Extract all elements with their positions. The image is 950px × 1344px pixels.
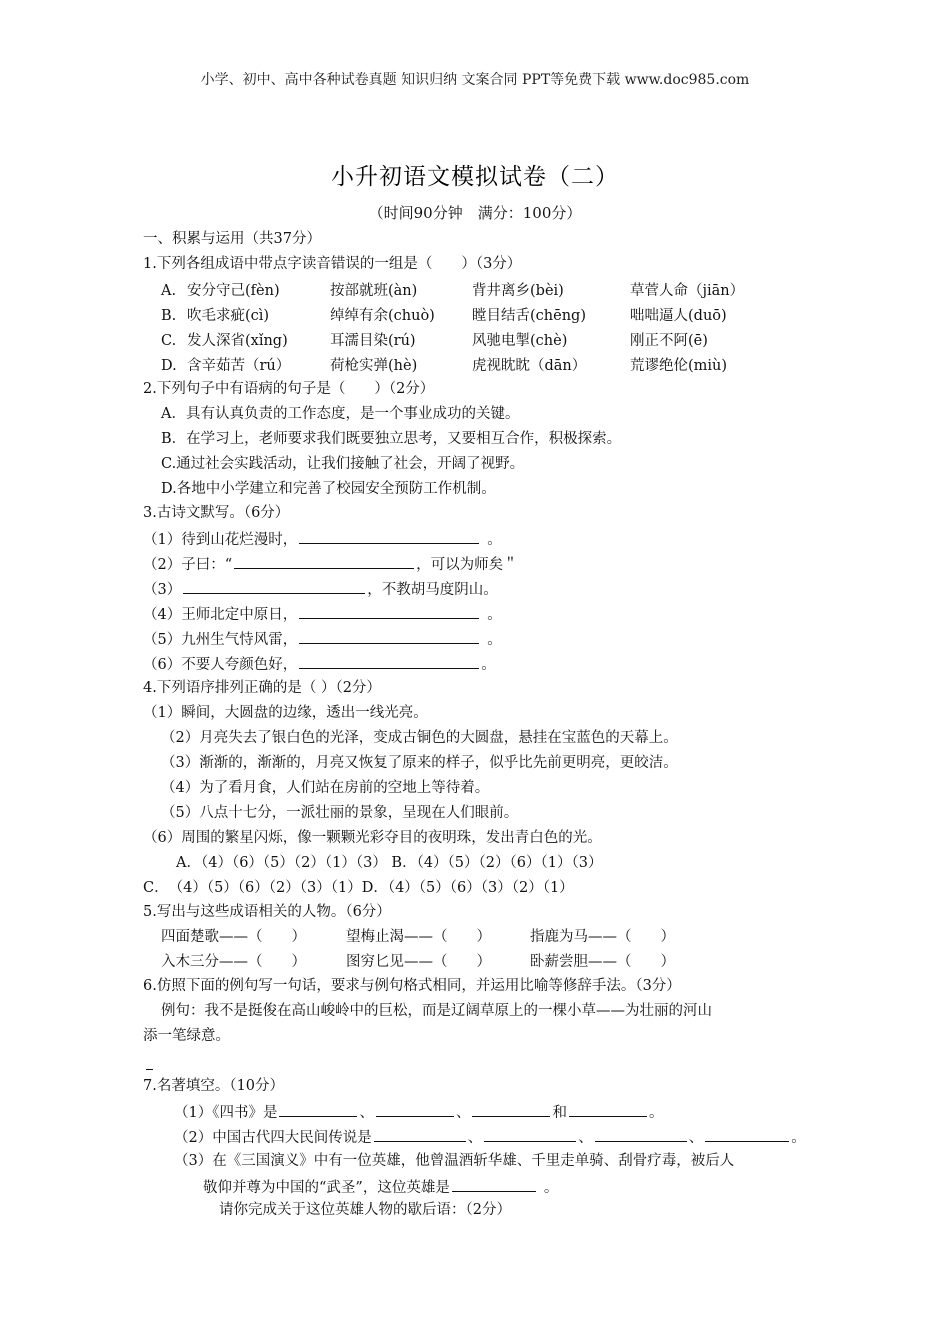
page-header: 小学、初中、高中各种试卷真题 知识归纳 文案合同 PPT等免费下载 www.doc985.com	[200, 72, 750, 88]
answer-blank[interactable]	[595, 1126, 687, 1142]
q6-example: 例句：我不是挺俊在高山峻岭中的巨松，而是辽阔草原上的一棵小草——为壮丽的河山	[161, 1003, 712, 1019]
answer-blank[interactable]	[705, 1126, 789, 1142]
answer-blank[interactable]	[299, 603, 479, 619]
q3-line-5: （5）九州生气恃风雷， 。	[143, 628, 502, 650]
answer-blank[interactable]	[279, 1101, 357, 1117]
q2-option-d: D.各地中小学建立和完善了校园安全预防工作机制。	[161, 481, 496, 497]
q1-item: 发人深省(xǐng)	[187, 333, 288, 349]
answer-blank[interactable]	[299, 653, 479, 669]
q2-stem: 2.下列句子中有语病的句子是（ ）（2分）	[143, 381, 435, 397]
q3-line-4: （4）王师北定中原日， 。	[143, 603, 502, 625]
q4-sentence: （2）月亮失去了银白色的光泽，变成古铜色的大圆盘，悬挂在宝蓝色的天幕上。	[161, 730, 678, 746]
q1-item: 荒谬绝伦(miù)	[630, 358, 728, 374]
answer-blank[interactable]	[376, 1101, 454, 1117]
page-title: 小升初语文模拟试卷（二）	[331, 164, 619, 190]
q1-item: 草菅人命（jiān）	[630, 283, 745, 299]
answer-blank[interactable]	[183, 578, 365, 594]
q1-item: 耳濡目染(rú)	[330, 333, 416, 349]
q1-item: 含辛茹苦（rú）	[187, 358, 291, 374]
q1-item: 绰绰有余(chuò)	[330, 308, 435, 324]
q1-item: 荷枪实弹(hè)	[330, 358, 418, 374]
q2-option-c: C.通过社会实践活动，让我们接触了社会，开阔了视野。	[161, 456, 525, 472]
q7-line-3: （3）在《三国演义》中有一位英雄，他曾温酒斩华雄、千里走单骑、刮骨疗毒，被后人	[174, 1153, 735, 1169]
q4-sentence: （4）为了看月食，人们站在房前的空地上等待着。	[161, 780, 490, 796]
q5-item: 望梅止渴——（ ）	[346, 929, 491, 945]
q4-answers-cd: C． （4）（5）（6）（2）（3）（1）D．（4）（5）（6）（3）（2）（1）	[143, 880, 574, 896]
answer-line[interactable]	[146, 1069, 153, 1070]
q4-sentence: （1）瞬间，大圆盘的边缘，透出一线光亮。	[143, 705, 428, 721]
q7-line-2: （2）中国古代四大民间传说是 、 、 、 。	[174, 1126, 806, 1148]
q5-item: 入木三分——（ ）	[161, 954, 306, 970]
q1-option-label-c: C.	[161, 333, 177, 349]
q1-option-label-a: A.	[161, 283, 177, 299]
answer-blank[interactable]	[299, 628, 479, 644]
q5-item: 图穷匕见——（ ）	[346, 954, 491, 970]
q5-item: 指鹿为马——（ ）	[530, 929, 675, 945]
section-heading: 一、积累与运用（共37分）	[143, 231, 321, 247]
q2-option-a: A．具有认真负责的工作态度，是一个事业成功的关键。	[161, 406, 520, 422]
q3-line-3: （3） ，不教胡马度阴山。	[143, 578, 498, 600]
q1-option-label-b: B.	[161, 308, 177, 324]
q5-stem: 5.写出与这些成语相关的人物。（6分）	[143, 904, 391, 920]
q7-line-4: 敬仰并尊为中国的“武圣”，这位英雄是 。	[203, 1176, 558, 1198]
answer-blank[interactable]	[299, 528, 479, 544]
q7-line-1: （1）《四书》是 、 、 和 。	[174, 1101, 663, 1123]
q6-stem: 6.仿照下面的例句写一句话，要求与例句格式相同，并运用比喻等修辞手法。（3分）	[143, 978, 681, 994]
q1-item: 刚正不阿(ē)	[630, 333, 708, 349]
q3-line-6: （6）不要人夸颜色好， 。	[143, 653, 496, 675]
q3-line-2: （2）子曰：“ ，可以为师矣＂	[143, 553, 518, 575]
q3-line-1: （1）待到山花烂漫时， 。	[143, 528, 502, 550]
q1-item: 虎视眈眈（dān）	[472, 358, 587, 374]
answer-blank[interactable]	[452, 1176, 536, 1192]
exam-info: （时间90分钟 满分：100分）	[368, 204, 582, 222]
answer-blank[interactable]	[484, 1126, 576, 1142]
q4-sentence: （3）渐渐的，渐渐的，月亮又恢复了原来的样子，似乎比先前更明亮，更皎洁。	[161, 755, 678, 771]
q1-item: 风驰电掣(chè)	[472, 333, 568, 349]
q4-stem: 4.下列语序排列正确的是（ ）（2分）	[143, 680, 381, 696]
q4-sentence: （6）周围的繁星闪烁，像一颗颗光彩夺目的夜明珠，发出青白色的光。	[143, 830, 602, 846]
q7-stem: 7.名著填空。（10分）	[143, 1078, 285, 1094]
q1-item: 安分守己(fèn)	[187, 283, 280, 299]
q5-item: 四面楚歌——（ ）	[161, 929, 306, 945]
answer-blank[interactable]	[569, 1101, 647, 1117]
q1-option-label-d: D.	[161, 358, 177, 374]
q3-stem: 3.古诗文默写。（6分）	[143, 505, 290, 521]
q1-item: 咄咄逼人(duō)	[630, 308, 727, 324]
answer-blank[interactable]	[234, 553, 414, 569]
q1-item: 吹毛求疵(cì)	[187, 308, 270, 324]
q1-item: 瞠目结舌(chēng)	[472, 308, 586, 324]
q1-stem: 1.下列各组成语中带点字读音错误的一组是（ ）（3分）	[143, 256, 522, 272]
q6-example-cont: 添一笔绿意。	[143, 1028, 230, 1044]
q1-item: 按部就班(àn)	[330, 283, 418, 299]
q4-answers-ab: A．（4）（6）（5）（2）（1）（3） B．（4）（5）（2）（6）（1）（3）	[176, 855, 603, 871]
q4-sentence: （5）八点十七分，一派壮丽的景象，呈现在人们眼前。	[161, 805, 519, 821]
answer-blank[interactable]	[472, 1101, 550, 1117]
answer-blank[interactable]	[374, 1126, 466, 1142]
q7-line-5: 请你完成关于这位英雄人物的歇后语：（2分）	[219, 1202, 511, 1218]
q1-item: 背井离乡(bèi)	[472, 283, 564, 299]
q5-item: 卧薪尝胆——（ ）	[530, 954, 675, 970]
q2-option-b: B．在学习上，老师要求我们既要独立思考，又要相互合作，积极探索。	[161, 431, 622, 447]
